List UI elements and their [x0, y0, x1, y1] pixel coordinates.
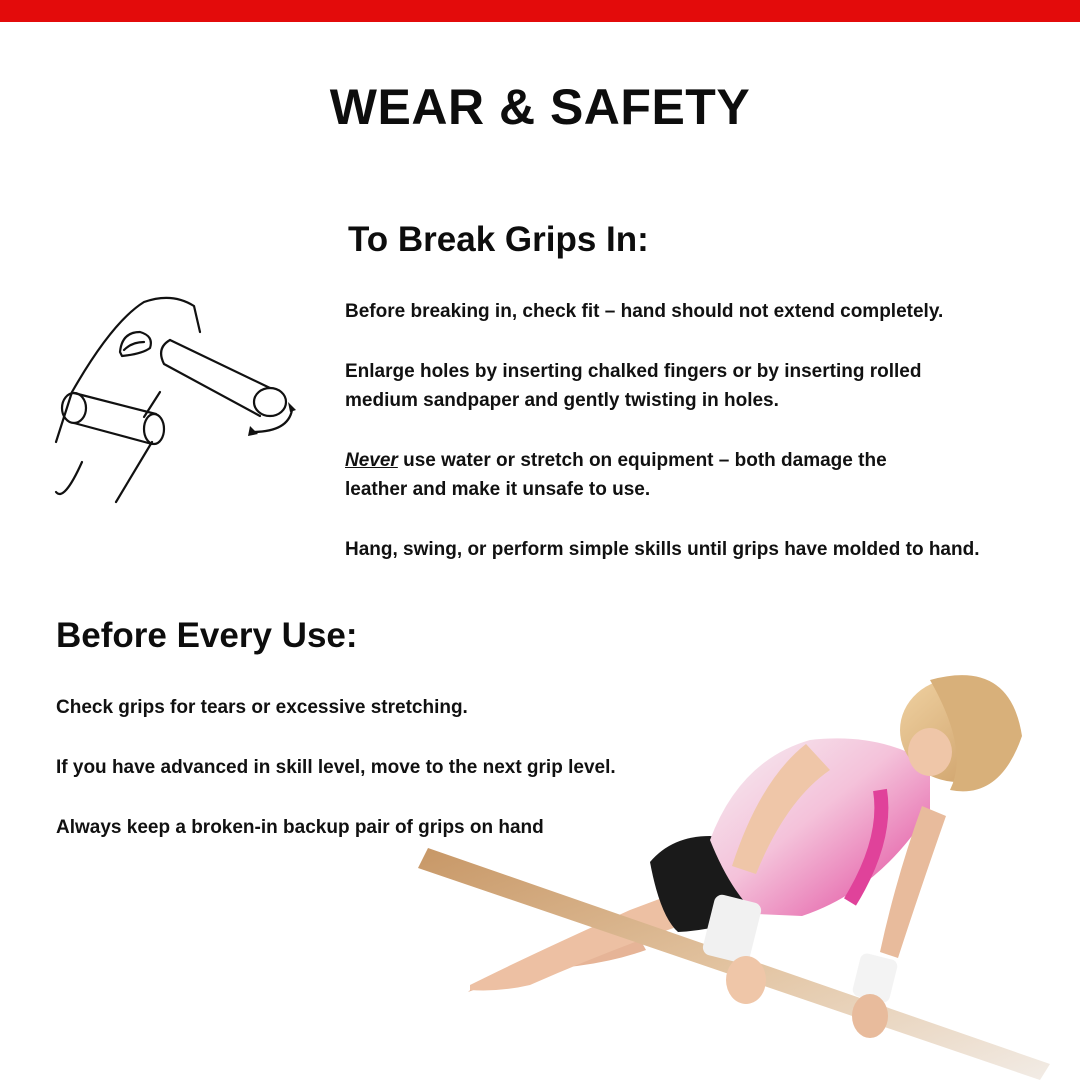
break-in-step-4: Hang, swing, or perform simple skills until grips have molded to hand.: [345, 539, 980, 560]
gymnast-photo: [410, 640, 1080, 1080]
before-use-item: If you have advanced in skill level, move to the next grip level.: [56, 757, 616, 778]
grip-illustration: [52, 292, 308, 508]
arrow-up-icon: [288, 402, 296, 412]
break-in-step-3-line-2: leather and make it unsafe to use.: [345, 479, 651, 500]
break-in-step-3-line-1-rest: use water or stretch on equipment – both damage the: [397, 450, 887, 471]
page-title: WEAR & SAFETY: [329, 79, 751, 135]
break-in-heading: To Break Grips In:: [348, 220, 649, 259]
before-use-heading: Before Every Use:: [56, 616, 358, 655]
top-accent-bar: [0, 0, 1080, 22]
before-use-item: Check grips for tears or excessive stretching.: [56, 697, 468, 718]
break-in-step-2-line-1: Enlarge holes by inserting chalked fingers or by inserting rolled: [345, 361, 922, 382]
break-in-step-3-line-1: [345, 446, 887, 475]
break-in-step-2-line-2: medium sandpaper and gently twisting in holes.: [345, 390, 779, 411]
break-in-step-1: Before breaking in, check fit – hand should not extend completely.: [345, 301, 944, 322]
never-emphasis: Never: [345, 450, 398, 471]
before-use-item: Always keep a broken-in backup pair of grips on hand: [56, 817, 544, 838]
